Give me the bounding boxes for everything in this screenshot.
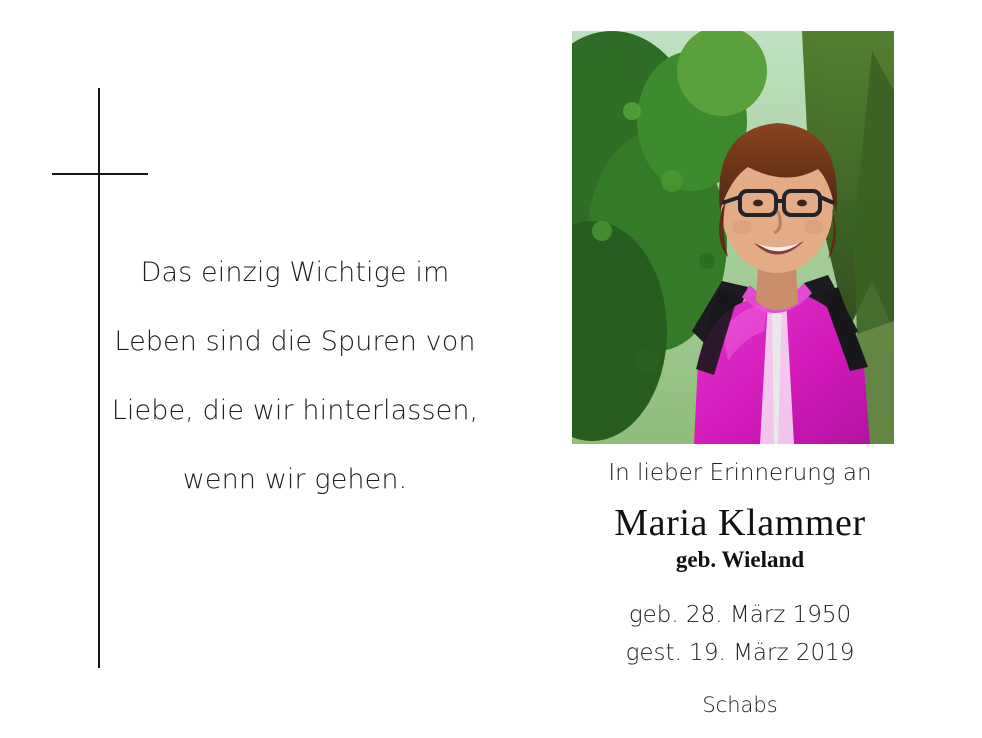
- verse-text: [95, 238, 495, 514]
- life-dates: [540, 596, 940, 672]
- memorial-block: [540, 458, 940, 718]
- birth-date: geb. 28. März 1950: [628, 602, 852, 628]
- place-name: Schabs: [702, 693, 778, 717]
- right-panel: [540, 0, 982, 738]
- verse-line-4: wenn wir gehen.: [182, 464, 408, 495]
- deceased-name: Maria Klammer: [614, 502, 866, 544]
- portrait-photo: [572, 31, 894, 444]
- portrait-photo-illustration: [572, 31, 894, 444]
- verse-line-3: Liebe, die wir hinterlassen,: [111, 395, 479, 426]
- verse-line-1: Das einzig Wichtige im: [140, 257, 450, 288]
- cross-horizontal-bar: [52, 173, 148, 175]
- maiden-name: geb. Wieland: [675, 547, 805, 572]
- death-date: gest. 19. März 2019: [625, 640, 855, 666]
- in-memory-label: In lieber Erinnerung an: [608, 460, 872, 486]
- verse-line-2: Leben sind die Spuren von: [114, 326, 476, 357]
